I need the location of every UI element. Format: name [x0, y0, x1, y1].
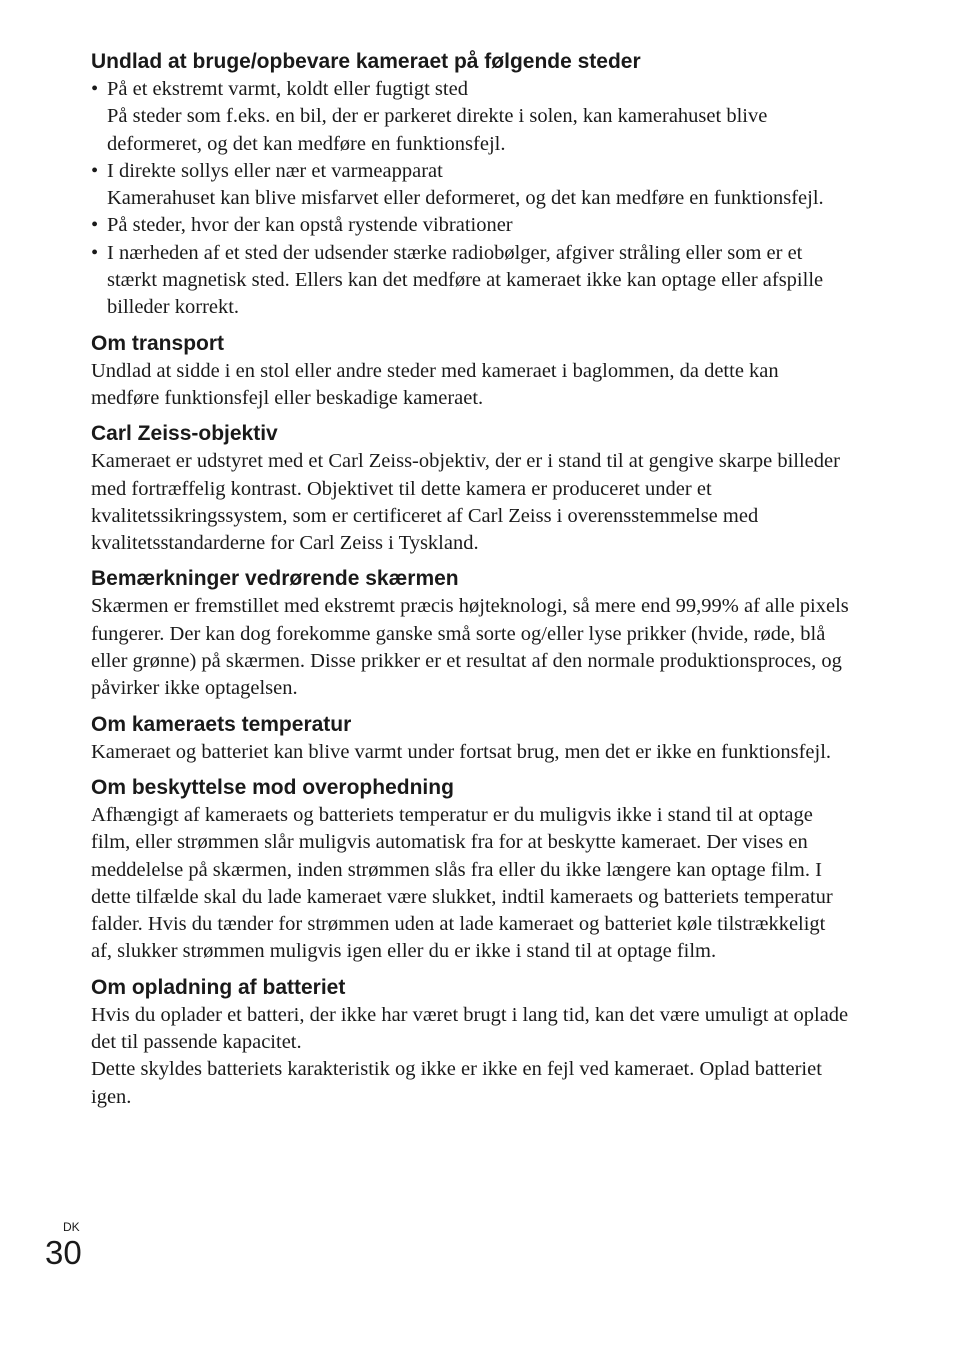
bullet-title: I nærheden af et sted der udsender stærke radiobølger, afgiver stråling eller som er et stærkt magnetisk sted. Ellers kan det medføre at kameraet ikke kan optage eller afspille billeder korrekt.: [107, 241, 824, 319]
section-heading-overheating: Om beskyttelse mod overophedning: [91, 775, 454, 799]
bullet-icon: •: [91, 78, 99, 100]
bullet-title: På et ekstremt varmt, koldt eller fugtigt sted: [107, 78, 468, 100]
section-paragraph: Dette skyldes batteriets karakteristik og ikke er ikke en fejl ved kameraet. Oplad batteriet igen.: [91, 1058, 822, 1108]
bullet-title: I direkte sollys eller nær et varmeapparat: [107, 159, 443, 182]
bullet-icon: •: [91, 241, 99, 264]
section-heading-transport: Om transport: [91, 331, 225, 355]
list-item: [91, 158, 851, 213]
page-content: [91, 48, 851, 1111]
section-heading-lens: Carl Zeiss-objektiv: [91, 422, 278, 446]
bullet-body: På steder som f.eks. en bil, der er parkeret direkte i solen, kan kamerahuset blive deformeret, og det kan medføre en funktionsfejl.: [107, 105, 768, 155]
bullet-title: På steder, hvor der kan opstå rystende vibrationer: [107, 214, 513, 237]
section-heading-screen: Bemærkninger vedrørende skærmen: [91, 567, 459, 591]
list-item: [91, 240, 851, 322]
bullet-icon: •: [91, 214, 99, 237]
section-paragraph: Skærmen er fremstillet med ekstremt præcis højteknologi, så mere end 99,99% af alle pixels fungerer. Der kan dog forekomme ganske små sorte og/eller lyse prikker (hvide, røde, blå eller grønne) på skærmen. Disse prikker er et resultat af den normale produktionsproces, og påvirker ikke optagelsen.: [91, 595, 849, 700]
bullet-icon: •: [91, 159, 99, 182]
bullet-body: Kamerahuset kan blive misfarvet eller deformeret, og det kan medføre en funktionsfejl.: [107, 187, 824, 210]
page-number: 30: [45, 1234, 82, 1271]
section-paragraph: Kameraet og batteriet kan blive varmt under fortsat brug, men det er ikke en funktionsfejl.: [91, 740, 832, 763]
section-paragraph: Hvis du oplader et batteri, der ikke har været brugt i lang tid, kan det være umuligt at oplade det til passende kapacitet.: [91, 1003, 849, 1054]
section-paragraph: Kameraet er udstyret med et Carl Zeiss-objektiv, der er i stand til at gengive skarpe billeder med fortræffelig kontrast. Objektivet til dette kamera er produceret under et kvalitetssikringssystem, som er certificeret af Carl Zeiss i overensstemmelse med kvalitetsstandarderne for Carl Zeiss i Tyskland.: [91, 450, 840, 555]
section-paragraph: Undlad at sidde i en stol eller andre steder med kameraet i baglommen, da dette kan medføre funktionsfejl eller beskadige kameraet.: [91, 359, 779, 409]
language-code: DK: [63, 1220, 80, 1234]
section-heading-temperature: Om kameraets temperatur: [91, 712, 352, 736]
section-heading-locations: Undlad at bruge/opbevare kameraet på følgende steder: [91, 50, 641, 73]
list-item: [91, 76, 851, 158]
bullet-list-locations: [91, 76, 851, 322]
section-paragraph: Afhængigt af kameraets og batteriets temperatur er du muligvis ikke i stand til at optage film, eller strømmen slår muligvis automatisk fra for at beskytte kameraet. Der vises en meddelelse på skærmen, inden strømmen slås fra eller du ikke længere kan optage film. I dette tilfælde skal du lade kameraet være slukket, indtil kameraets og batteriets temperatur falder. Hvis du tænder for strømmen uden at lade kameraet og batteriet køle tilstrækkeligt af, slukker strømmen muligvis igen eller du er ikke i stand til at optage film.: [91, 803, 833, 963]
list-item: [91, 212, 851, 239]
section-heading-charging: Om opladning af batteriet: [91, 975, 346, 999]
